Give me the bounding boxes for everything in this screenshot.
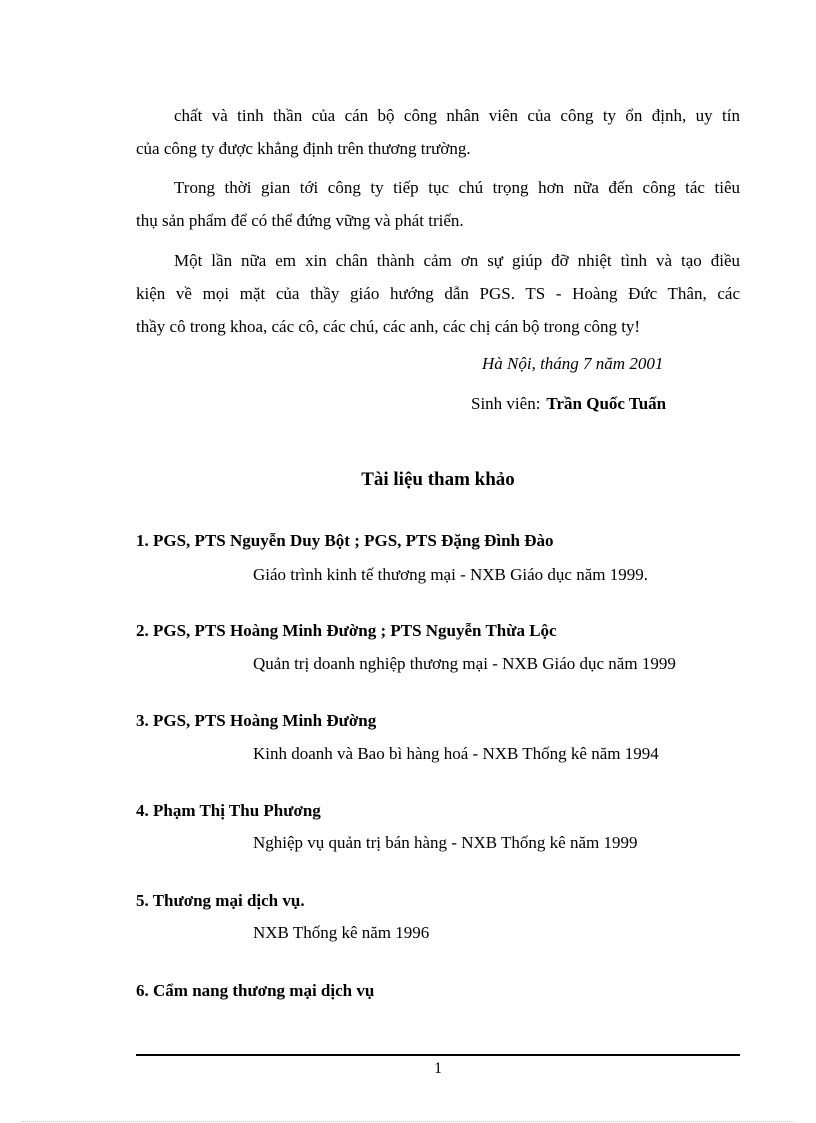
paragraph-line: thụ sản phẩm để có thể đứng vững và phát triển. — [136, 211, 464, 230]
reference-detail: Nghiệp vụ quản trị bán hàng - NXB Thống kê năm 1999 — [253, 833, 638, 852]
page-bottom-border — [22, 1121, 794, 1122]
paragraph-line: Một lần nữa em xin chân thành cảm ơn sự giúp đỡ nhiệt tình và tạo điều — [174, 251, 740, 270]
signature-block — [471, 394, 666, 414]
reference-detail: Kinh doanh và Bao bì hàng hoá - NXB Thống kê năm 1994 — [253, 744, 659, 763]
paragraph-line: Trong thời gian tới công ty tiếp tục chú trọng hơn nữa đến công tác tiêu — [174, 178, 740, 197]
footer-rule — [136, 1054, 740, 1056]
reference-author: 4. Phạm Thị Thu Phương — [136, 801, 321, 820]
reference-author: 3. PGS, PTS Hoàng Minh Đường — [136, 711, 377, 730]
signature-label: Sinh viên: — [471, 394, 541, 413]
paragraph-line: kiện về mọi mặt của thầy giáo hướng dẫn PGS. TS - Hoàng Đức Thân, các — [136, 284, 740, 303]
paragraph-line: chất và tinh thần của cán bộ công nhân viên của công ty ổn định, uy tín — [174, 106, 740, 125]
closing-paragraph-1 — [136, 99, 740, 165]
student-name: Trần Quốc Tuấn — [546, 394, 667, 413]
reference-detail: Quản trị doanh nghiệp thương mại - NXB Giáo dục năm 1999 — [253, 654, 676, 673]
reference-author: 6. Cẩm nang thương mại dịch vụ — [136, 981, 375, 1000]
reference-author: 2. PGS, PTS Hoàng Minh Đường ; PTS Nguyễn Thừa Lộc — [136, 621, 557, 640]
reference-author: 5. Thương mại dịch vụ. — [136, 891, 305, 910]
references-heading: Tài liệu tham khảo — [361, 469, 515, 490]
paragraph-line: của công ty được khẳng định trên thương trường. — [136, 139, 471, 158]
reference-detail: Giáo trình kinh tế thương mại - NXB Giáo dục năm 1999. — [253, 565, 648, 584]
reference-author: 1. PGS, PTS Nguyễn Duy Bột ; PGS, PTS Đặng Đình Đào — [136, 531, 554, 550]
paragraph-line: thầy cô trong khoa, các cô, các chú, các anh, các chị cán bộ trong công ty! — [136, 317, 641, 336]
thanks-paragraph — [136, 244, 740, 343]
closing-paragraph-2 — [136, 171, 740, 237]
page-number: 1 — [434, 1060, 442, 1077]
signature-date: Hà Nội, tháng 7 năm 2001 — [482, 354, 664, 373]
reference-detail: NXB Thống kê năm 1996 — [253, 923, 430, 942]
